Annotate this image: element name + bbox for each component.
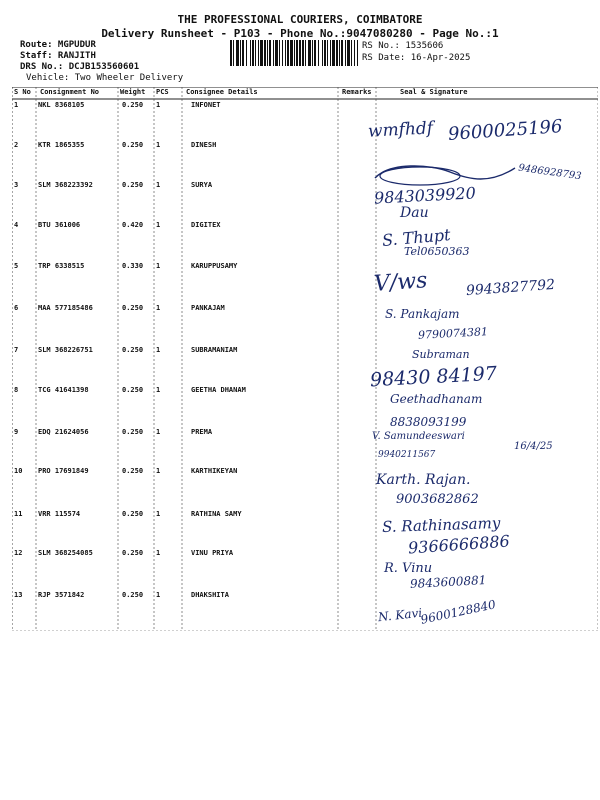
signature-row10-phone: 9003682862 bbox=[396, 492, 479, 507]
weight-cell: 0.330 bbox=[122, 262, 144, 270]
consignee-cell: VINU PRIYA bbox=[191, 549, 234, 557]
signature-row6-phone: 9790074381 bbox=[417, 325, 489, 342]
pcs-cell: 1 bbox=[156, 428, 161, 436]
pcs-cell: 1 bbox=[156, 181, 161, 189]
signature-row8-name: Geethadhanam bbox=[390, 392, 483, 406]
col-header-consignee: Consignee Details bbox=[186, 88, 258, 96]
weight-cell: 0.250 bbox=[122, 346, 144, 354]
signature-row1-scrawl: wmfhdf bbox=[367, 118, 434, 142]
route-label: Route: MGPUDUR bbox=[20, 40, 96, 50]
staff-label: Staff: RANJITH bbox=[20, 51, 96, 61]
consignee-cell: PREMA bbox=[191, 428, 213, 436]
consignment-cell: SLM 368226751 bbox=[38, 346, 93, 354]
weight-cell: 0.250 bbox=[122, 386, 144, 394]
sno-cell: 10 bbox=[14, 467, 23, 475]
weight-cell: 0.250 bbox=[122, 467, 144, 475]
consignee-cell: RATHINA SAMY bbox=[191, 510, 242, 518]
sno-cell: 9 bbox=[14, 428, 19, 436]
pcs-cell: 1 bbox=[156, 467, 161, 475]
signature-row4-name: S. Thupt bbox=[381, 225, 452, 250]
weight-cell: 0.250 bbox=[122, 549, 144, 557]
consignment-cell: VRR 115574 bbox=[38, 510, 81, 518]
pcs-cell: 1 bbox=[156, 141, 161, 149]
sno-cell: 8 bbox=[14, 386, 19, 394]
weight-cell: 0.250 bbox=[122, 304, 144, 312]
consignment-cell: NKL 8368105 bbox=[38, 101, 85, 109]
pcs-cell: 1 bbox=[156, 101, 161, 109]
pcs-cell: 1 bbox=[156, 262, 161, 270]
signature-row4-phone: Tel0650363 bbox=[404, 245, 470, 258]
consignee-cell: GEETHA DHANAM bbox=[191, 386, 246, 394]
signature-row9-date: 16/4/25 bbox=[514, 441, 553, 452]
consignee-cell: PANKAJAM bbox=[191, 304, 225, 312]
consignment-cell: PRO 17691849 bbox=[38, 467, 89, 475]
consignment-cell: KTR 1865355 bbox=[38, 141, 85, 149]
rs-date: RS Date: 16-Apr-2025 bbox=[362, 53, 471, 63]
signature-row9-phone: 8838093199 bbox=[390, 415, 467, 429]
consignment-cell: RJP 3571842 bbox=[38, 591, 85, 599]
consignee-cell: KARUPPUSAMY bbox=[191, 262, 238, 270]
signature-row12-phone: 9843600881 bbox=[409, 573, 487, 591]
weight-cell: 0.420 bbox=[122, 221, 144, 229]
sno-cell: 2 bbox=[14, 141, 19, 149]
pcs-cell: 1 bbox=[156, 221, 161, 229]
consignment-cell: EDQ 21624056 bbox=[38, 428, 89, 436]
rs-number: RS No.: 1535606 bbox=[362, 41, 444, 51]
signature-row12-name: R. Vinu bbox=[384, 561, 433, 576]
consignee-cell: INFONET bbox=[191, 101, 221, 109]
pcs-cell: 1 bbox=[156, 386, 161, 394]
consignee-cell: KARTHIKEYAN bbox=[191, 467, 238, 475]
col-header-sno: S No bbox=[14, 88, 31, 96]
consignee-cell: SURYA bbox=[191, 181, 213, 189]
consignment-cell: TRP 6338515 bbox=[38, 262, 85, 270]
signature-row10-name: Karth. Rajan. bbox=[376, 472, 471, 488]
weight-cell: 0.250 bbox=[122, 591, 144, 599]
signature-row6-name: S. Pankajam bbox=[385, 307, 460, 321]
col-header-signature: Seal & Signature bbox=[400, 88, 468, 96]
signature-row5-scrawl: V/ws bbox=[373, 268, 429, 297]
sno-cell: 12 bbox=[14, 549, 23, 557]
signature-row9-name: V. Samundeeswari bbox=[372, 431, 465, 442]
pcs-cell: 1 bbox=[156, 304, 161, 312]
barcode-graphic bbox=[230, 40, 358, 66]
consignment-cell: SLM 368254085 bbox=[38, 549, 93, 557]
signature-row13-name: N. Kavi bbox=[377, 605, 423, 625]
col-header-pcs: PCS bbox=[156, 88, 169, 96]
sno-cell: 3 bbox=[14, 181, 19, 189]
weight-cell: 0.250 bbox=[122, 510, 144, 518]
sno-cell: 5 bbox=[14, 262, 19, 270]
consignee-cell: DIGITEX bbox=[191, 221, 221, 229]
pcs-cell: 1 bbox=[156, 346, 161, 354]
sno-cell: 13 bbox=[14, 591, 23, 599]
col-header-weight: Weight bbox=[120, 88, 146, 96]
signature-row8-phone: 98430 84197 bbox=[369, 362, 498, 392]
weight-cell: 0.250 bbox=[122, 141, 144, 149]
signature-row3-phone-b: 9843039920 bbox=[373, 183, 477, 208]
col-header-remarks: Remarks bbox=[342, 88, 372, 96]
weight-cell: 0.250 bbox=[122, 101, 144, 109]
consignment-cell: SLM 368223392 bbox=[38, 181, 93, 189]
signature-row7-name: Subraman bbox=[412, 348, 470, 361]
sno-cell: 11 bbox=[14, 510, 23, 518]
signature-row9-phone-b: 9940211567 bbox=[378, 450, 436, 460]
consignment-cell: BTU 361006 bbox=[38, 221, 81, 229]
weight-cell: 0.250 bbox=[122, 181, 144, 189]
signature-row3-initials: Dau bbox=[400, 205, 429, 221]
weight-cell: 0.250 bbox=[122, 428, 144, 436]
consignment-cell: MAA 577185486 bbox=[38, 304, 93, 312]
pcs-cell: 1 bbox=[156, 549, 161, 557]
consignee-cell: DHAKSHITA bbox=[191, 591, 229, 599]
runsheet-subtitle: Delivery Runsheet - P103 - Phone No.:9047080280 - Page No.:1 bbox=[101, 27, 499, 40]
sno-cell: 6 bbox=[14, 304, 19, 312]
signature-row3-phone-a: 9486928793 bbox=[517, 162, 583, 183]
pcs-cell: 1 bbox=[156, 591, 161, 599]
consignee-cell: SUBRAMANIAM bbox=[191, 346, 238, 354]
pcs-cell: 1 bbox=[156, 510, 161, 518]
signature-row5-phone: 9943827792 bbox=[465, 276, 556, 300]
signature-row11-phone: 9366666886 bbox=[407, 531, 511, 558]
vehicle-label: Vehicle: Two Wheeler Delivery bbox=[26, 73, 184, 83]
sno-cell: 4 bbox=[14, 221, 19, 229]
signature-row11-name: S. Rathinasamy bbox=[381, 513, 501, 537]
sno-cell: 7 bbox=[14, 346, 19, 354]
company-name: THE PROFESSIONAL COURIERS, COIMBATORE bbox=[177, 13, 423, 26]
consignee-cell: DINESH bbox=[191, 141, 217, 149]
drs-number: DRS No.: DCJB153560601 bbox=[20, 62, 140, 72]
col-header-consignment: Consignment No bbox=[40, 88, 100, 96]
sno-cell: 1 bbox=[14, 101, 19, 109]
signature-row1-phone: 9600025196 bbox=[447, 116, 564, 145]
signature-row13-phone: 9600128840 bbox=[419, 597, 497, 627]
consignment-cell: TCG 41641398 bbox=[38, 386, 89, 394]
